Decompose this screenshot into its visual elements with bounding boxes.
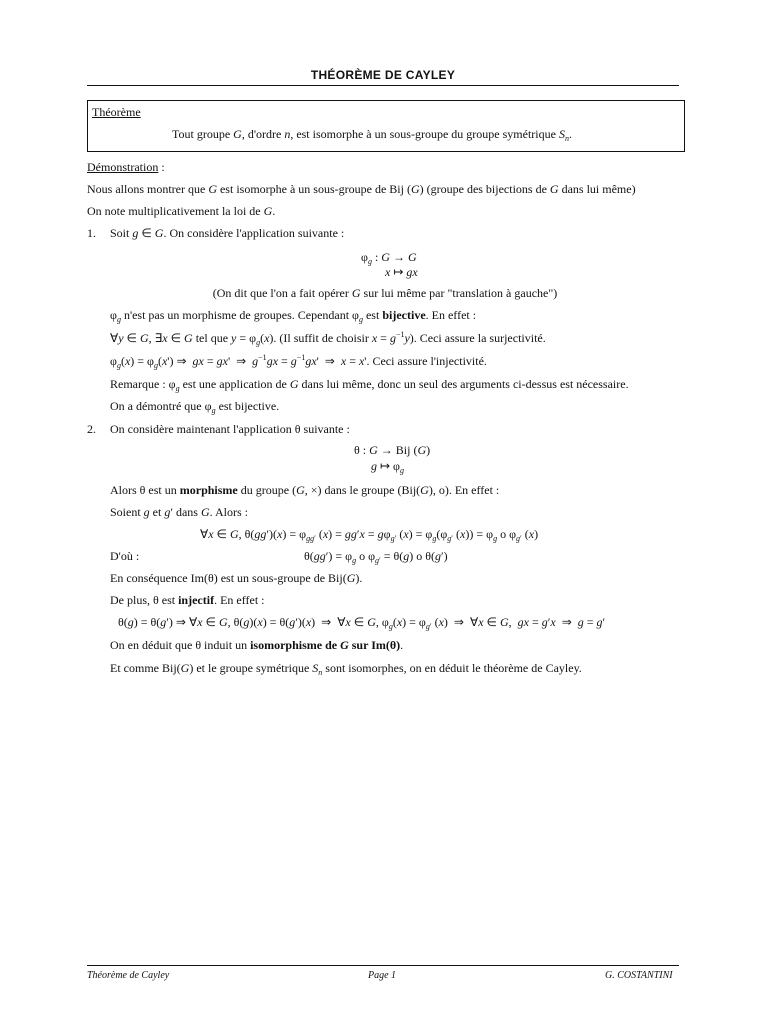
step-2-line-7: θ(g) = θ(g′) ⇒ ∀x ∈ G, θ(g)(x) = θ(g′)(x) ⇒ ∀x ∈ G, $\varphi_g(x) = \varphi_{g'}$ (x) ⇒ ∀x ∈ G, gx = g′x ⇒ g = g′ <box>118 615 606 631</box>
theta-map-line-2: g ↦ $\varphi_g$ <box>371 459 404 475</box>
step-2-line-2: Soient g et g′ dans G. Alors : <box>110 505 248 519</box>
intro-line-1: Nous allons montrer que G est isomorphe à un sous-groupe de Bij (G) (groupe des bijections de G dans lui même) <box>87 182 636 196</box>
theorem-label: Théorème <box>92 105 141 119</box>
step-2-lead: On considère maintenant l'application θ suivante : <box>110 422 350 436</box>
page-title: THÉORÈME DE CAYLEY <box>310 68 456 82</box>
theorem-box <box>87 100 685 152</box>
step-2-line-3: ∀x ∈ G, $\theta(gg')(x) = \varphi_{gg'}$ $(x) = gg'x = g\varphi_{g'}$ $(x) = \varphi_g(\varphi_{g'}$ $(x)) = \varphi_g$ o $\varphi_{g'}$ (x) <box>200 527 539 543</box>
phi-map-line-1: $\varphi_g$ : G → G <box>361 250 417 266</box>
step-2-number: 2. <box>87 422 96 436</box>
intro-line-2: On note multiplicativement la loi de G. <box>87 204 276 218</box>
theta-map-line-1: θ : G → Bij (G) <box>354 443 431 457</box>
phi-map-line-2: x ↦ gx <box>385 265 418 279</box>
theorem-statement: Tout groupe G, d'ordre n, est isomorphe à un sous-groupe du groupe symétrique $S_n$. <box>172 127 572 143</box>
step-2-line-5: En conséquence Im(θ) est un sous-groupe de Bij(G). <box>110 571 363 585</box>
footer-title: Théorème de Cayley <box>87 970 170 981</box>
step-1-line-2: ∀y ∈ G, ∃x ∈ G tel que $y = \varphi_g(x)$. (Il suffit de choisir $x = g^{-1}y$). Ceci assure la surjectivité. <box>110 330 546 347</box>
therefore-label: D'où : <box>110 549 140 563</box>
step-1-lead: Soit g ∈ G. On considère l'application suivante : <box>110 226 345 240</box>
step-1-line-4: Remarque : $\varphi_g$ est une application de G dans lui même, donc un seul des arguments ci-dessus est nécessaire. <box>110 377 629 393</box>
step-1-line-5: On a démontré que $\varphi_g$ est bijective. <box>110 399 280 415</box>
step-1-line-3: $\varphi_g(x) = \varphi_g(x')$ ⇒ gx = gx' ⇒ $g^{-1}gx = g^{-1}gx'$ ⇒ x = x'. Ceci assure l'injectivité. <box>110 353 487 370</box>
demonstration-heading: Démonstration : <box>87 160 165 174</box>
step-2-line-4: $\theta(gg') = \varphi_g$ o $\varphi_{g'} = \theta(g)$ o θ(g′) <box>304 549 448 565</box>
step-1-number: 1. <box>87 226 96 240</box>
footer-author: G. COSTANTINI <box>605 970 673 981</box>
translation-note: (On dit que l'on a fait opérer G sur lui même par "translation à gauche") <box>212 286 558 300</box>
step-2-line-6: De plus, θ est injectif. En effet : <box>110 593 265 607</box>
step-2-line-1: Alors θ est un morphisme du groupe (G, ×) dans le groupe (Bij(G), o). En effet : <box>110 483 500 497</box>
footer-divider <box>87 965 679 966</box>
footer-page-number: Page 1 <box>368 970 397 981</box>
step-2-line-9: Et comme Bij(G) et le groupe symétrique $S_n$ sont isomorphes, on en déduit le théorème de Cayley. <box>110 661 582 677</box>
step-2-line-8: On en déduit que θ induit un isomorphisme de G sur Im(θ). <box>110 638 404 652</box>
title-divider <box>87 85 679 86</box>
step-1-line-1: $\varphi_g$ n'est pas un morphisme de groupes. Cependant $\varphi_g$ est bijective. En effet : <box>110 308 477 324</box>
